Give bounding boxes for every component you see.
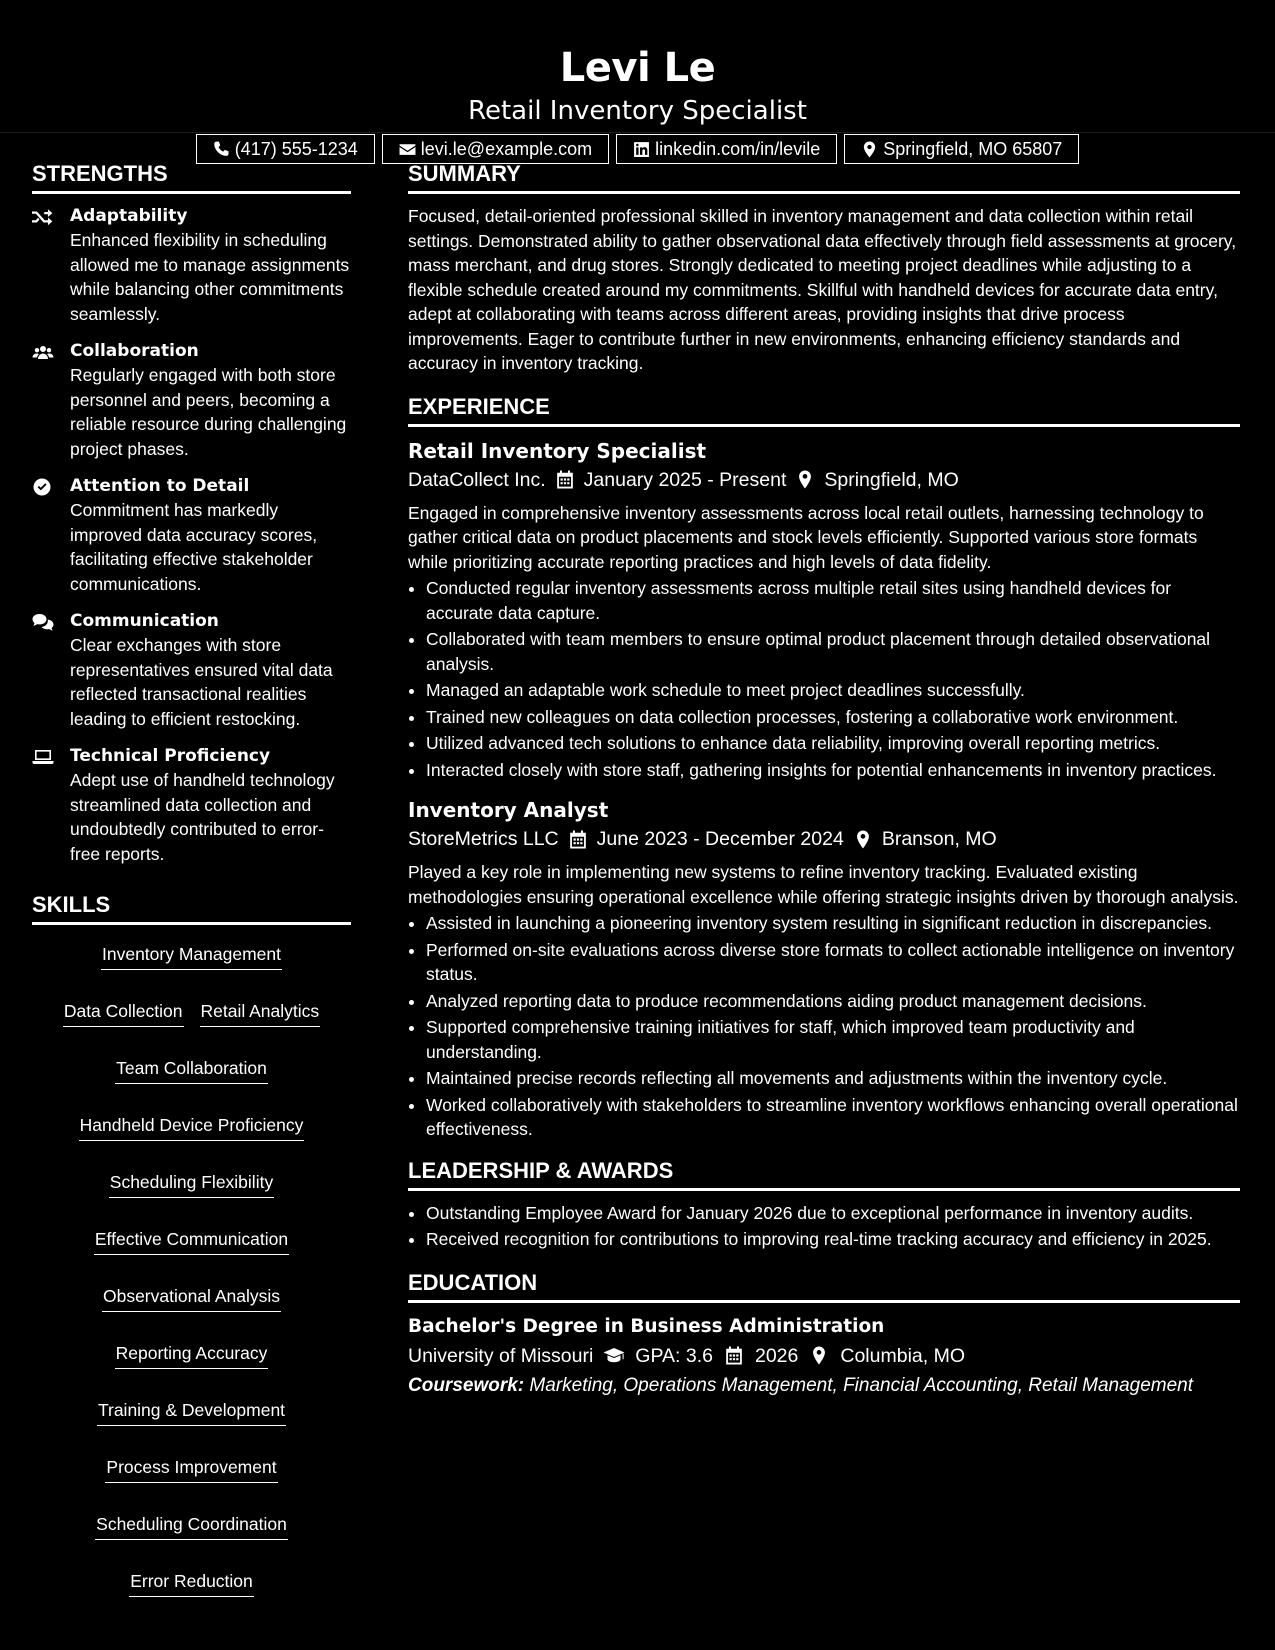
strength-item	[32, 339, 351, 461]
job-meta	[408, 824, 1240, 854]
strength-name: Technical Proficiency	[70, 746, 271, 766]
laptop-icon	[32, 748, 54, 766]
contact-phone-text: (417) 555-1234	[234, 138, 358, 159]
experience-heading: EXPERIENCE	[408, 392, 1240, 427]
coursework-list: Marketing, Operations Management, Financial Accounting, Retail Management	[529, 1374, 1194, 1396]
education-coursework	[408, 1371, 1240, 1401]
calendar-icon	[556, 470, 574, 489]
education-location: Columbia, MO	[840, 1344, 965, 1367]
skill-tag: Retail Analytics	[200, 998, 321, 1027]
map-pin-icon	[808, 1346, 830, 1365]
list-item: • Performed on-site evaluations across diverse store formats to collect actionable intelligence on inventory status.	[426, 938, 1240, 987]
job-description: Played a key role in implementing new systems to refine inventory tracking. Evaluated existing methodologies ensuring operational excellence while offering strategic insights driven by thorough analysis.	[408, 862, 1239, 907]
users-icon	[32, 343, 54, 361]
map-pin-icon	[854, 830, 872, 849]
strength-name: Attention to Detail	[70, 476, 250, 496]
strength-desc: Clear exchanges with store representatives ensured vital data reflected transactional realities leading to efficient restocking.	[70, 635, 333, 729]
graduation-cap-icon	[603, 1346, 625, 1365]
job-title: Inventory Analyst	[408, 798, 609, 822]
job-company: DataCollect Inc.	[408, 468, 546, 491]
strength-desc: Regularly engaged with both store personnel and peers, becoming a reliable resource during challenging project phases.	[70, 365, 347, 459]
list-item: • Outstanding Employee Award for January 2026 due to exceptional performance in inventory audits.	[426, 1201, 1240, 1226]
list-item: • Conducted regular inventory assessments across multiple retail sites using handheld devices for accurate data capture.	[426, 576, 1240, 625]
check-circle-icon	[32, 478, 54, 496]
list-item: • Utilized advanced tech solutions to enhance data reliability, improving overall reporting metrics.	[426, 731, 1240, 756]
skill-tag: Team Collaboration	[115, 1055, 268, 1084]
skill-tag: Scheduling Coordination	[95, 1511, 288, 1540]
job-entry	[408, 437, 1240, 783]
strength-item	[32, 744, 351, 866]
strength-name: Collaboration	[70, 341, 199, 361]
list-item: • Received recognition for contributions to improving real-time tracking accuracy and efficiency in 2025.	[426, 1227, 1240, 1252]
strength-item	[32, 204, 351, 326]
resume-body	[0, 133, 1275, 1603]
skill-tag: Data Collection	[63, 998, 184, 1027]
comments-icon	[32, 613, 54, 631]
skill-tag: Effective Communication	[94, 1226, 289, 1255]
right-column	[408, 159, 1240, 1401]
job-location: Springfield, MO	[824, 468, 959, 491]
awards-heading: LEADERSHIP & AWARDS	[408, 1156, 1240, 1191]
awards-list	[408, 1201, 1240, 1252]
strength-desc: Enhanced flexibility in scheduling allowed me to manage assignments while balancing other commitments seamlessly.	[70, 230, 350, 324]
education-degree: Bachelor's Degree in Business Administration	[408, 1315, 885, 1337]
strength-desc: Commitment has markedly improved data accuracy scores, facilitating effective stakeholder communications.	[70, 500, 318, 594]
list-item: • Worked collaboratively with stakeholders to streamline inventory workflows enhancing overall operational effectiveness.	[426, 1093, 1240, 1142]
skill-tag: Training & Development	[97, 1397, 286, 1426]
skill-tag: Handheld Device Proficiency	[79, 1112, 305, 1141]
strength-desc: Adept use of handheld technology streamlined data collection and undoubtedly contributed to error-free reports.	[70, 770, 335, 864]
summary-text: Focused, detail-oriented professional skilled in inventory management and data collection within retail settings. Demonstrated ability to gather observational data effectively through field assessments at grocery, mass merchant, and drug stores. Strongly dedicated to meeting project deadlines while adjusting to a flexible schedule created around my commitments. Skillful with handheld devices for accurate data entry, adept at collaborating with teams across different areas, providing insights that drive process improvements. Eager to contribute further in new environments, enhancing efficiency standards and accuracy in inventory tracking.	[408, 206, 1237, 373]
list-item: • Assisted in launching a pioneering inventory system resulting in significant reduction in discrepancies.	[426, 911, 1240, 936]
job-meta	[408, 465, 1240, 495]
list-item: • Supported comprehensive training initiatives for staff, which improved team productivity and understanding.	[426, 1015, 1240, 1064]
education-gpa: GPA: 3.6	[635, 1344, 713, 1367]
skills-heading: SKILLS	[32, 890, 351, 925]
list-item: • Collaborated with team members to ensure optimal product placement through detailed observational analysis.	[426, 627, 1240, 676]
list-item: • Interacted closely with store staff, gathering insights for potential enhancements in inventory practices.	[426, 758, 1240, 783]
skill-tag: Observational Analysis	[102, 1283, 281, 1312]
calendar-icon	[723, 1346, 745, 1365]
job-location: Branson, MO	[881, 828, 997, 850]
strength-item	[32, 609, 351, 731]
contact-linkedin-text: linkedin.com/in/levile	[655, 138, 821, 159]
coursework-label: Coursework:	[408, 1374, 525, 1396]
left-column	[32, 159, 351, 1597]
strengths-heading: STRENGTHS	[32, 159, 351, 194]
education-heading: EDUCATION	[408, 1268, 1240, 1303]
list-item: • Maintained precise records reflecting all movements and adjustments within the inventory cycle.	[426, 1066, 1240, 1091]
job-description: Engaged in comprehensive inventory assessments across local retail outlets, harnessing technology to gather critical data on product placements and stock levels efficiently. Supported various store formats while prioritizing accurate reporting practices and high levels of data fidelity.	[408, 502, 1204, 572]
education-meta	[408, 1341, 1240, 1371]
shuffle-icon	[32, 208, 54, 226]
skill-tag: Inventory Management	[101, 941, 282, 970]
job-title: Retail Inventory Specialist	[408, 438, 707, 463]
resume-header	[0, 0, 1275, 159]
strength-name: Communication	[70, 611, 219, 631]
candidate-title: Retail Inventory Specialist	[468, 96, 807, 126]
contact-email-text: levi.le@example.com	[420, 138, 593, 159]
education-school: University of Missouri	[408, 1344, 594, 1367]
job-dates: January 2025 - Present	[583, 468, 787, 491]
summary-heading: SUMMARY	[408, 159, 1240, 194]
map-pin-icon	[796, 470, 814, 489]
contact-location-text: Springfield, MO 65807	[883, 138, 1063, 159]
job-bullets	[408, 911, 1240, 1142]
list-item: • Managed an adaptable work schedule to meet project deadlines successfully.	[426, 678, 1240, 703]
job-company: StoreMetrics LLC	[408, 828, 559, 850]
list-item: • Analyzed reporting data to produce recommendations aiding product management decisions.	[426, 989, 1240, 1014]
education-year: 2026	[754, 1344, 799, 1367]
candidate-name: Levi Le	[559, 45, 716, 91]
list-item: • Trained new colleagues on data collection processes, fostering a collaborative work environment.	[426, 705, 1240, 730]
job-entry	[408, 796, 1240, 1142]
skills-list	[32, 935, 351, 1597]
strength-item	[32, 474, 351, 596]
skill-tag: Scheduling Flexibility	[109, 1169, 274, 1198]
job-bullets	[408, 576, 1240, 782]
calendar-icon	[569, 830, 587, 849]
job-dates: June 2023 - December 2024	[596, 828, 844, 850]
skill-tag: Reporting Accuracy	[115, 1340, 269, 1369]
strength-name: Adaptability	[70, 206, 188, 226]
skill-tag: Process Improvement	[105, 1454, 277, 1483]
skill-tag: Error Reduction	[129, 1568, 254, 1597]
